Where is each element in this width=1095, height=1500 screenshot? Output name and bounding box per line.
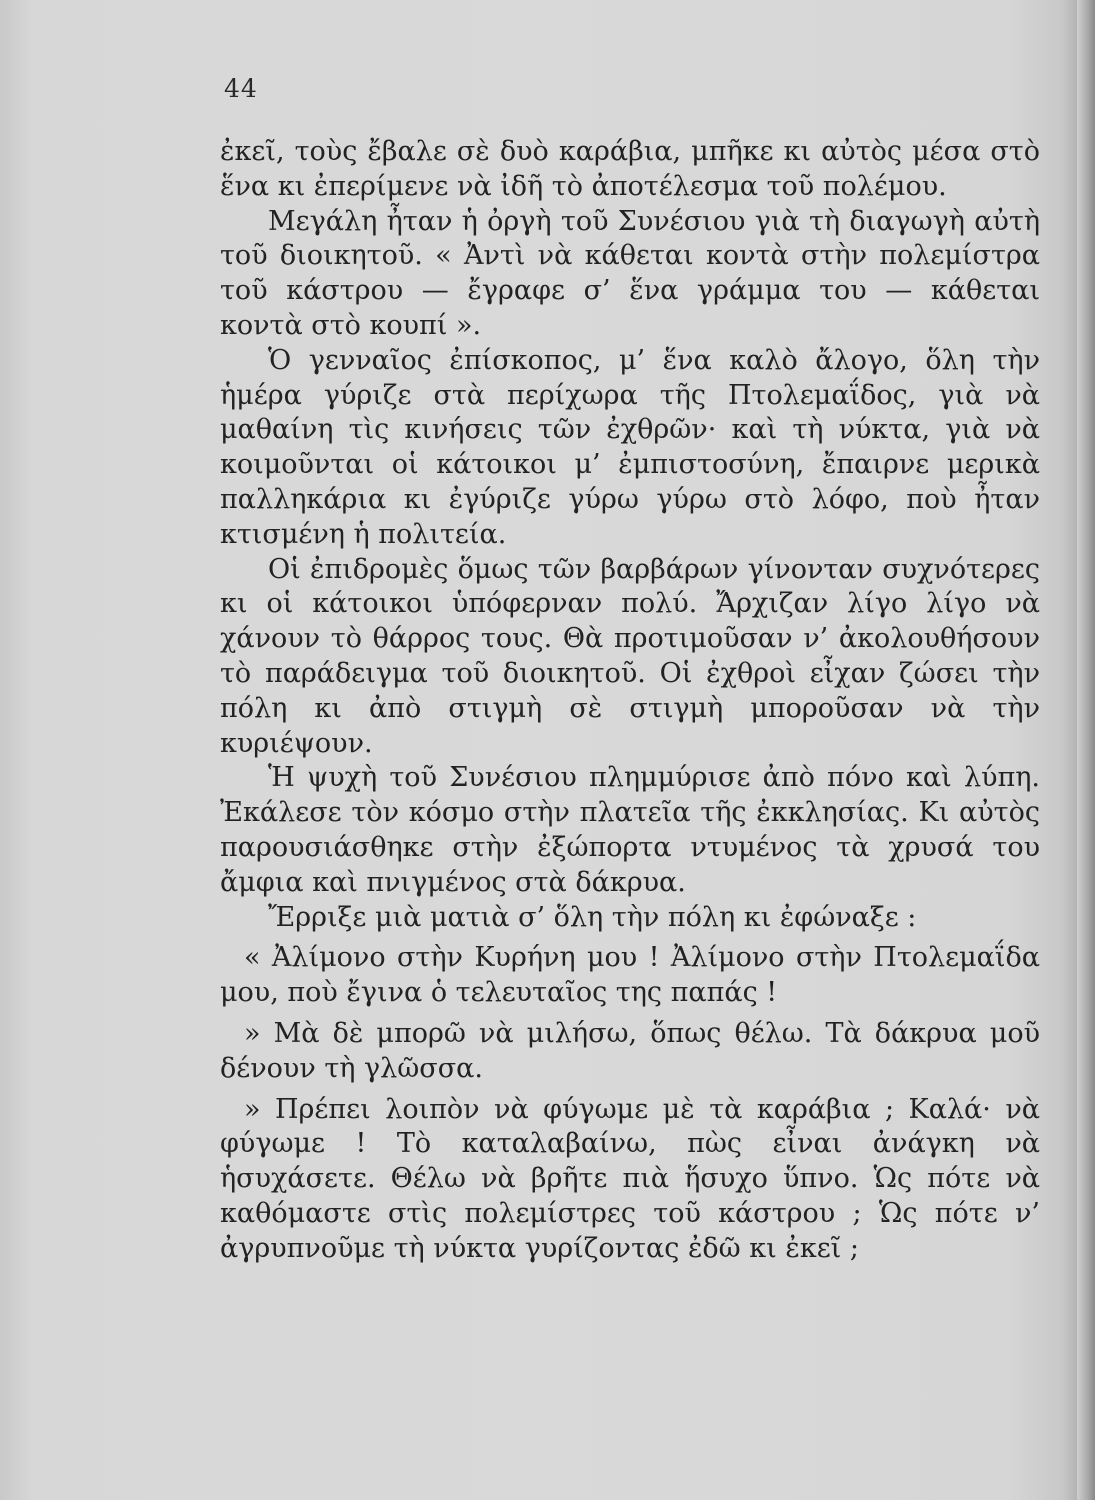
quote-paragraph-2: » Μὰ δὲ μπορῶ νὰ μιλήσω, ὅπως θέλω. Τὰ δάκρυα μοῦ δένουν τὴ γλῶσσα. [220,1017,1040,1084]
page-binding-edge [1077,0,1095,1500]
paragraph-1: ἐκεῖ, τοὺς ἔβαλε σὲ δυὸ καράβια, μπῆκε κι αὐτὸς μέσα στὸ ἕνα κι ἐπερίμενε νὰ ἰδῆ τὸ ἀποτέλεσμα τοῦ πολέμου. [220,136,1040,202]
page-number: 44 [224,74,258,103]
paragraph-6: Ἔρριξε μιὰ ματιὰ σ’ ὅλη τὴν πόλη κι ἐφώναξε : [268,901,917,933]
paragraph-4: Οἱ ἐπιδρομὲς ὅμως τῶν βαρβάρων γίνονταν συχνότερες κι οἱ κάτοικοι ὑπόφερναν πολύ. Ἄρχιζαν λίγο λίγο νὰ χάνουν τὸ θάρρος τους. Θὰ προτιμοῦσαν ν’ ἀκολουθήσουν τὸ παράδειγμα τοῦ διοικητοῦ. Οἱ ἐχθροὶ εἶχαν ζώσει τὴν πόλη κι ἀπὸ στιγμὴ σὲ στιγμὴ μποροῦσαν νὰ τὴν κυριέψουν. [220,553,1040,759]
paragraph-5: Ἡ ψυχὴ τοῦ Συνέσιου πλημμύρισε ἀπὸ πόνο καὶ λύπη. Ἐκάλεσε τὸν κόσμο στὴν πλατεῖα τῆς ἐκκλησίας. Κι αὐτὸς παρουσιάσθηκε στὴν ἐξώπορτα ντυμένος τὰ χρυσά του ἄμφια καὶ πνιγμένος στὰ δάκρυα. [220,762,1040,898]
quote-paragraph-1: « Ἀλίμονο στὴν Κυρήνη μου ! Ἀλίμονο στὴν Πτολεμαΐδα μου, ποὺ ἔγινα ὁ τελευταῖος της παπάς ! [220,942,1040,1009]
body-text [220,135,1040,1267]
quote-paragraph-3: » Πρέπει λοιπὸν νὰ φύγωμε μὲ τὰ καράβια ; Καλά· νὰ φύγωμε ! Τὸ καταλαβαίνω, πὼς εἶναι ἀνάγκη νὰ ἡσυχάσετε. Θέλω νὰ βρῆτε πιὰ ἥσυχο ὕπνο. Ὡς πότε νὰ καθόμαστε στὶς πολεμίστρες τοῦ κάστρου ; Ὡς πότε ν’ ἀγρυπνοῦμε τὴ νύκτα γυρίζοντας ἐδῶ κι ἐκεῖ ; [220,1093,1040,1264]
paragraph-3: Ὁ γενναῖος ἐπίσκοπος, μ’ ἕνα καλὸ ἄλογο, ὅλη τὴν ἡμέρα γύριζε στὰ περίχωρα τῆς Πτολεμαΐδος, γιὰ νὰ μαθαίνη τὶς κινήσεις τῶν ἐχθρῶν· καὶ τὴ νύκτα, γιὰ νὰ κοιμοῦνται οἱ κάτοικοι μ’ ἐμπιστοσύνη, ἔπαιρνε μερικὰ παλληκάρια κι ἐγύριζε γύρω γύρω στὸ λόφο, ποὺ ἦταν κτισμένη ἡ πολιτεία. [220,344,1040,550]
paragraph-2: Μεγάλη ἦταν ἡ ὀργὴ τοῦ Συνέσιου γιὰ τὴ διαγωγὴ αὐτὴ τοῦ διοικητοῦ. « Ἀντὶ νὰ κάθεται κοντὰ στὴν πολεμίστρα τοῦ κάστρου — ἔγραφε σ’ ἕνα γράμμα του — κάθεται κοντὰ στὸ κουπί ». [220,205,1040,341]
